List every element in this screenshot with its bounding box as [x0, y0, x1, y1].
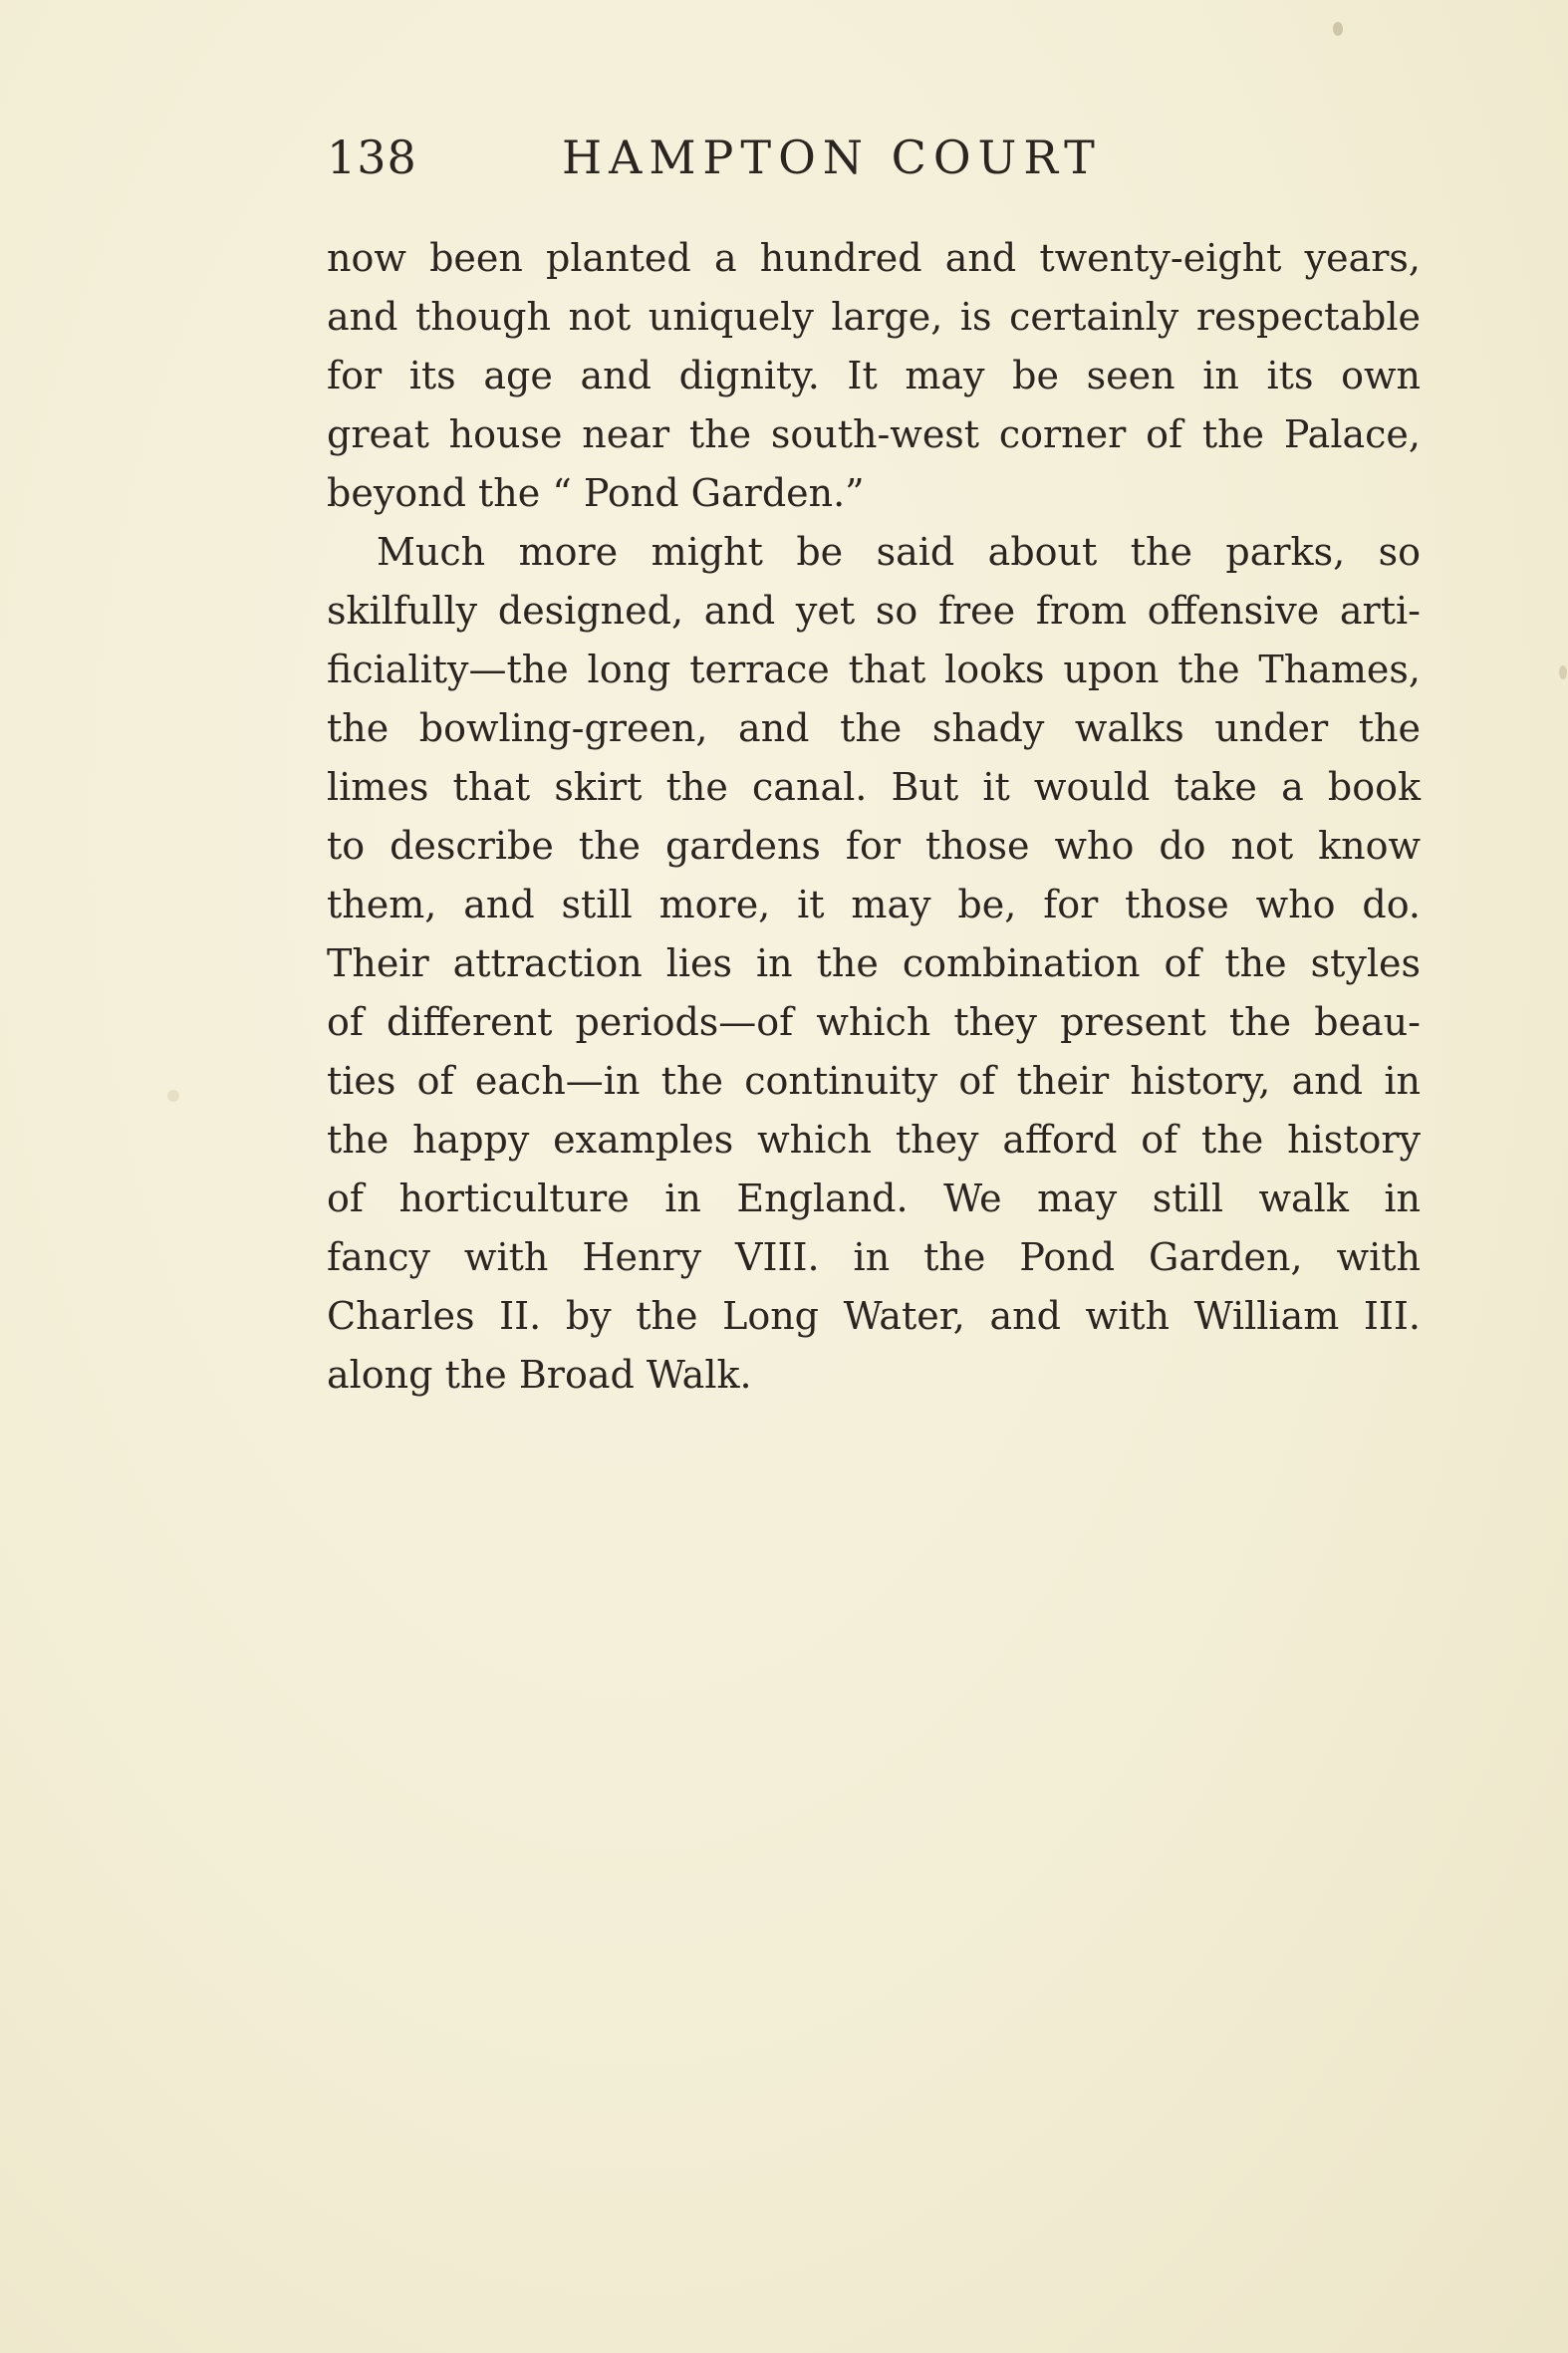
body-text [327, 229, 1421, 1405]
text-line: Their attraction lies in the combination of the styles [327, 941, 1421, 985]
paper-spot [167, 1090, 179, 1102]
text-line: limes that skirt the canal. But it would take a book [327, 765, 1421, 809]
text-line: the bowling-green, and the shady walks under the [327, 706, 1421, 750]
text-line: for its age and dignity. It may be seen in its own [327, 354, 1421, 397]
paper-spot [1559, 665, 1567, 679]
page-number: 138 [327, 131, 417, 184]
text-line: fancy with Henry VIII. in the Pond Garden, with [327, 1235, 1421, 1279]
text-line: skilfully designed, and yet so free from offensive arti- [327, 589, 1421, 633]
text-line: beyond the “ Pond Garden.” [327, 471, 865, 515]
text-line: Charles II. by the Long Water, and with William III. [327, 1294, 1421, 1338]
paper-spot [1333, 22, 1343, 36]
text-line: of horticulture in England. We may still walk in [327, 1176, 1421, 1220]
text-line: of different periods—of which they present the beau- [327, 1000, 1421, 1044]
text-line: great house near the south-west corner of the Palace, [327, 412, 1421, 456]
text-line: the happy examples which they afford of the history [327, 1118, 1421, 1162]
running-title: HAMPTON COURT [562, 131, 1102, 184]
text-line: ties of each—in the continuity of their history, and in [327, 1059, 1421, 1103]
text-line: ficiality—the long terrace that looks upon the Thames, [327, 648, 1421, 691]
text-line: now been planted a hundred and twenty-eight years, [327, 236, 1421, 280]
text-line: them, and still more, it may be, for those who do. [327, 883, 1421, 926]
text-line: and though not uniquely large, is certainly respectable [327, 295, 1421, 339]
text-line: Much more might be said about the parks, so [377, 530, 1421, 574]
page-header [327, 128, 1423, 187]
text-line: along the Broad Walk. [327, 1353, 752, 1397]
paragraph [327, 523, 1421, 1405]
text-line: to describe the gardens for those who do not know [327, 824, 1421, 868]
paragraph [327, 229, 1421, 523]
